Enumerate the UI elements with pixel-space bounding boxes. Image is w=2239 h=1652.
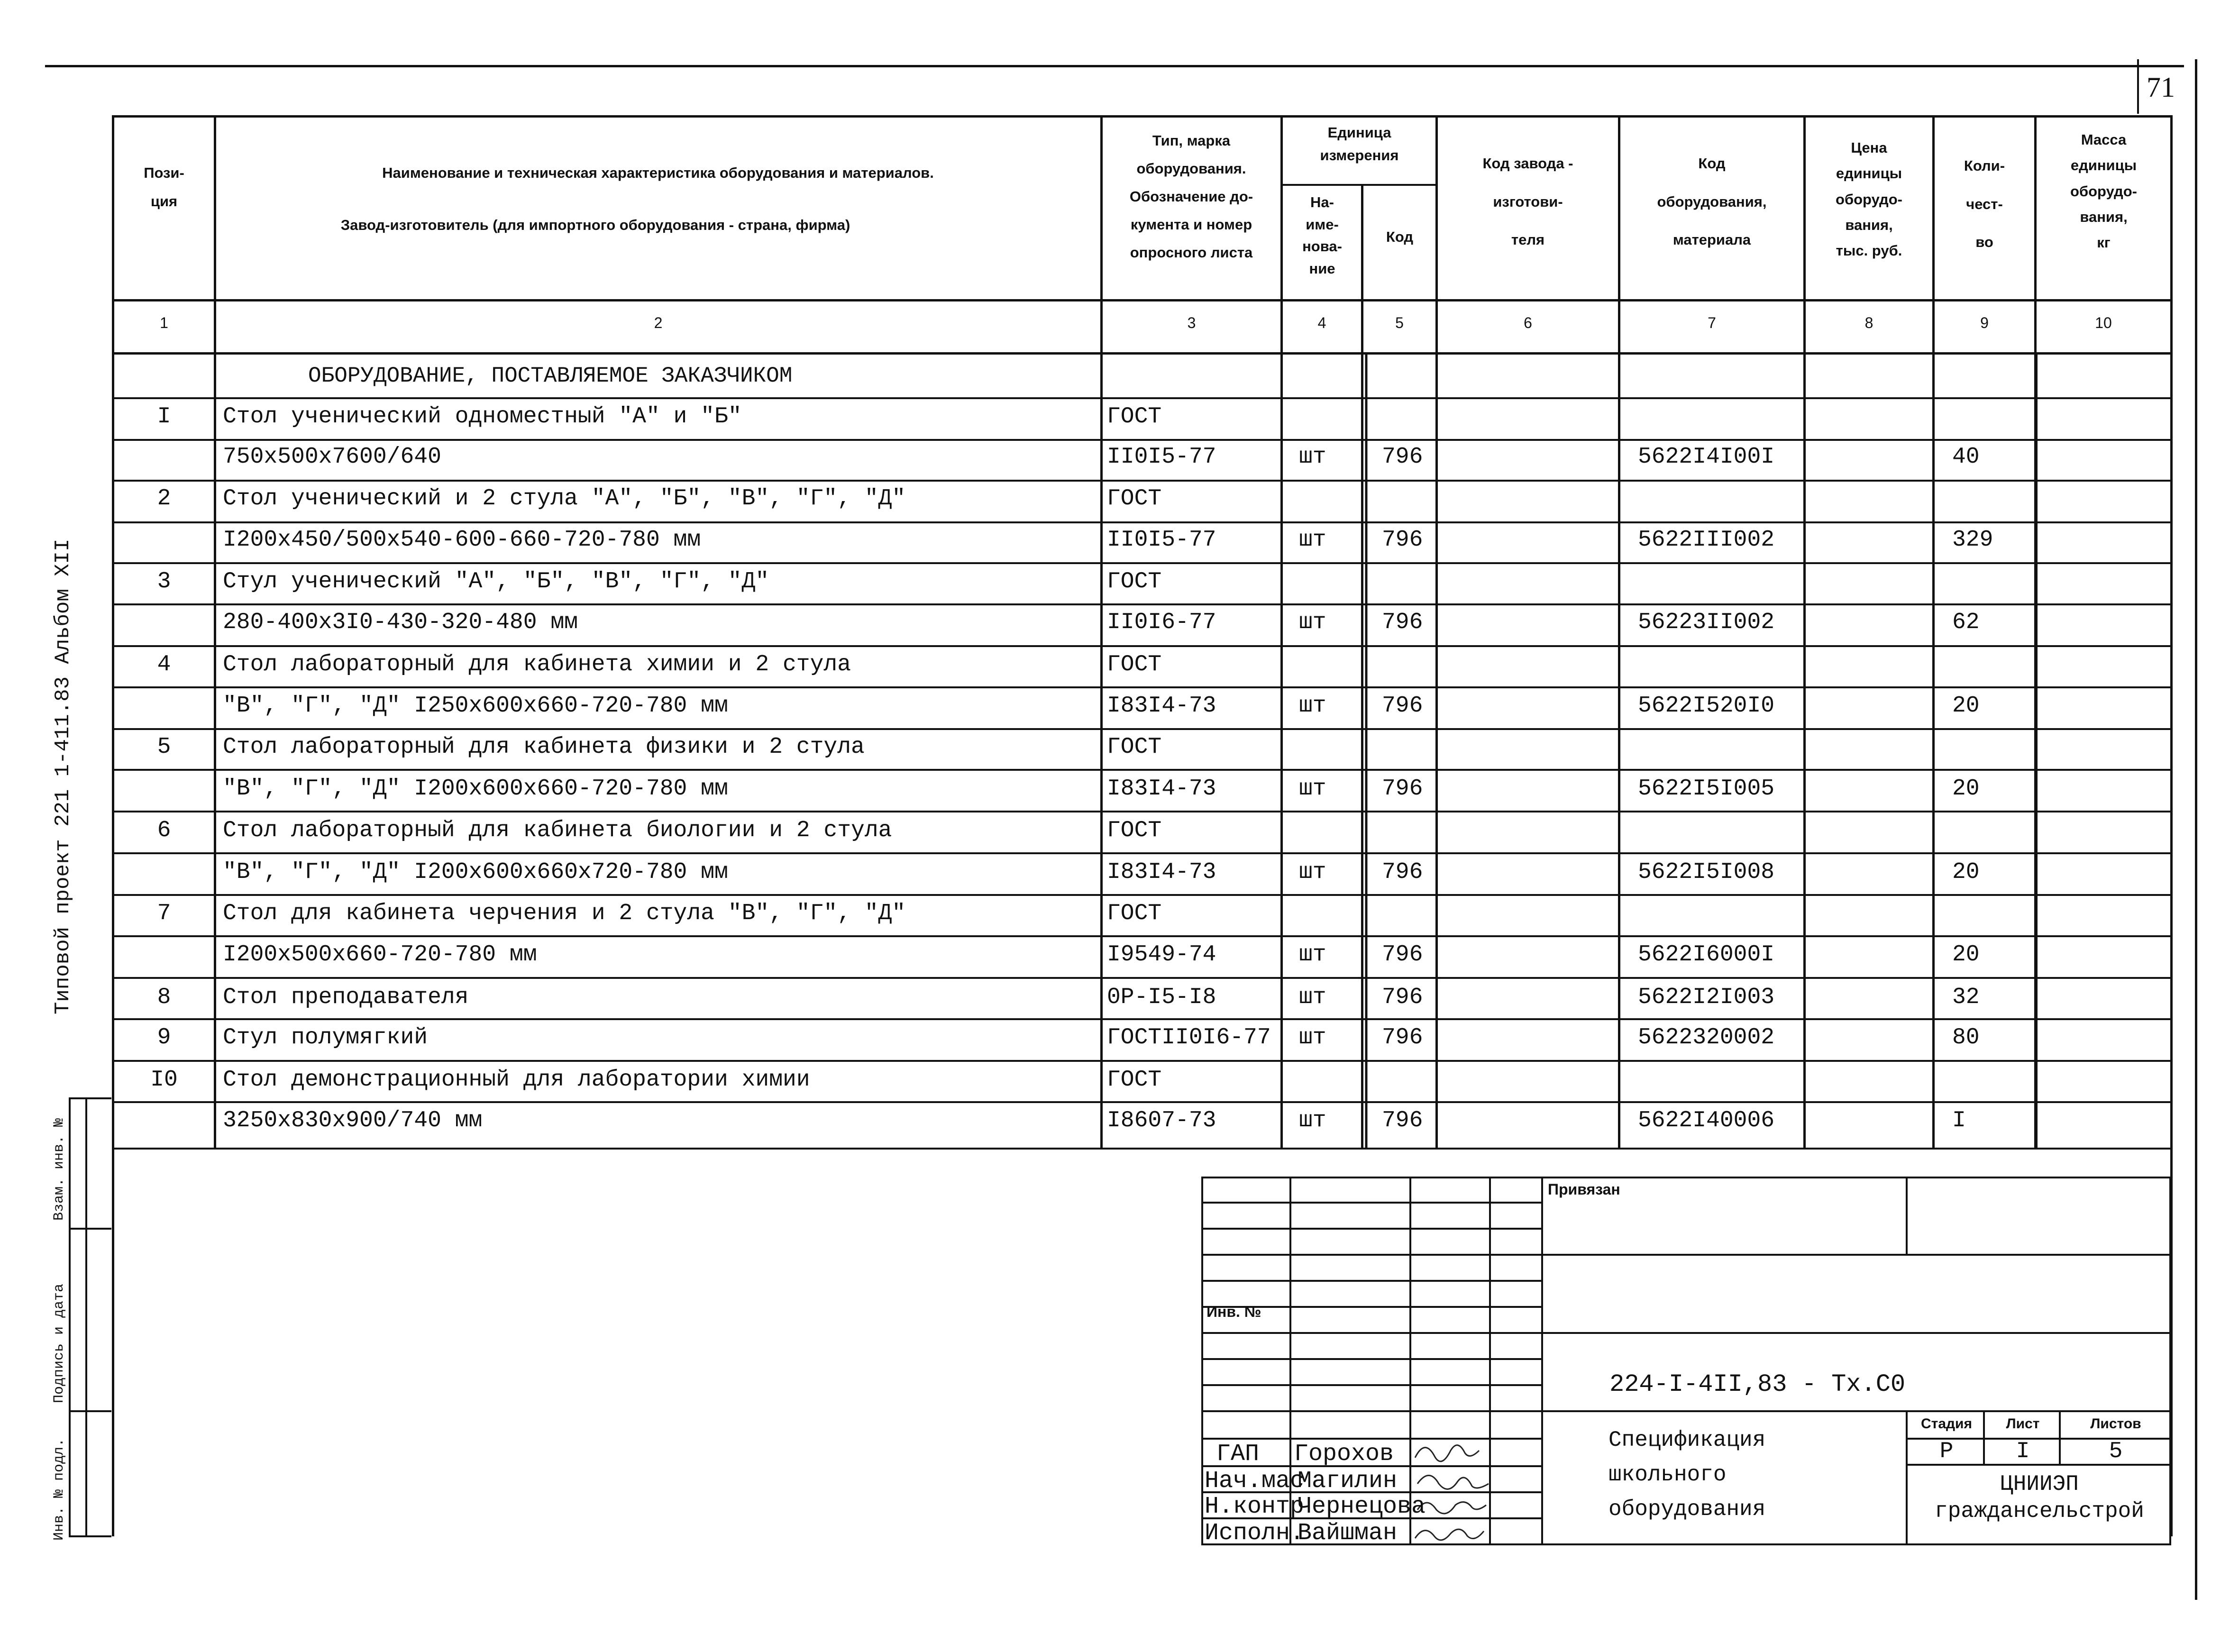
cell-quantity: 20: [1952, 693, 1980, 719]
cell-type: II0I6-77: [1107, 610, 1216, 635]
header-unit-code: Код: [1386, 228, 1414, 245]
cell-unit-code: 796: [1382, 859, 1423, 885]
sheet-label: Лист: [2006, 1416, 2040, 1432]
cell-unit: шт: [1299, 776, 1326, 802]
stage-value: Р: [1939, 1439, 1954, 1464]
sig-name-4: Вайшман: [1298, 1520, 1398, 1547]
album-label: Типовой проект 221 1-411.83 Альбом XII: [51, 538, 75, 1014]
title-line-3: оборудования: [1608, 1497, 1766, 1522]
cell-equipment-code: 5622III002: [1638, 527, 1775, 553]
header-type: Тип, марка оборудования. Обозначение до- кумента и номер опросного листа: [1129, 132, 1253, 261]
cell-type: I83I4-73: [1107, 776, 1216, 802]
cell-name: I200х500х660-720-780 мм: [223, 942, 537, 967]
cell-unit: шт: [1299, 859, 1326, 885]
cell-unit: шт: [1299, 942, 1326, 967]
header-price: Цена единицы оборудо- вания, тыс. руб.: [1836, 139, 1902, 259]
cell-name: Стол ученический одноместный "А" и "Б": [223, 404, 742, 429]
cell-quantity: 32: [1952, 985, 1980, 1010]
cell-type: II0I5-77: [1107, 527, 1216, 553]
cell-quantity: 329: [1952, 527, 1993, 553]
cell-unit-code: 796: [1382, 942, 1423, 967]
cell-type: I83I4-73: [1107, 859, 1216, 885]
cell-type: ГОСТ: [1107, 486, 1162, 511]
cell-unit: шт: [1299, 693, 1326, 719]
cell-position: 7: [157, 901, 171, 926]
sig-name-3: Чернецова: [1298, 1493, 1426, 1520]
cell-name: Стол преподавателя: [223, 985, 469, 1010]
cell-type: ГОСТ: [1107, 818, 1162, 843]
column-number-8: 8: [1864, 314, 1873, 331]
cell-type: I8607-73: [1107, 1108, 1216, 1133]
cell-unit-code: 796: [1382, 444, 1423, 470]
stamp-label-inv-podl: Инв. № подл.: [51, 1438, 67, 1541]
cell-equipment-code: 5622I6000I: [1638, 942, 1775, 967]
cell-unit: шт: [1299, 1108, 1326, 1133]
inv-no-label: Инв. №: [1206, 1303, 1261, 1320]
header-name-line2: Завод-изготовитель (для импортного оборудования - страна, фирма): [340, 217, 850, 233]
column-number-5: 5: [1395, 314, 1404, 331]
cell-name: Стол для кабинета черчения и 2 стула "В", "Г", "Д": [223, 901, 906, 926]
cell-type: ГОСТ: [1107, 652, 1162, 677]
sheet-value: I: [2016, 1439, 2030, 1464]
column-number-2: 2: [654, 314, 663, 331]
cell-position: 2: [157, 486, 171, 511]
cell-equipment-code: 5622I2I003: [1638, 985, 1775, 1010]
cell-unit-code: 796: [1382, 527, 1423, 553]
page-number: 71: [2147, 72, 2175, 103]
section-title: ОБОРУДОВАНИЕ, ПОСТАВЛЯЕМОЕ ЗАКАЗЧИКОМ: [308, 364, 793, 388]
sheets-value: 5: [2109, 1439, 2123, 1464]
cell-position: 3: [157, 569, 171, 594]
cell-name: "В", "Г", "Д" I200х600х660-720-780 мм: [223, 776, 728, 802]
header-quantity: Коли- чест- во: [1964, 157, 2005, 251]
stamp-label-vzam: Взам. инв. №: [51, 1118, 67, 1221]
cell-type: ГОСТ: [1107, 901, 1162, 926]
cell-position: 8: [157, 985, 171, 1010]
cell-type: ГОСТ: [1107, 734, 1162, 760]
cell-unit-code: 796: [1382, 1108, 1423, 1133]
cell-name: 3250х830х900/740 мм: [223, 1108, 483, 1133]
cell-unit-code: 796: [1382, 776, 1423, 802]
cell-type: ГОСТII0I6-77: [1107, 1025, 1271, 1050]
cell-quantity: 62: [1952, 610, 1980, 635]
sheets-label: Листов: [2090, 1416, 2141, 1432]
cell-equipment-code: 5622I4I00I: [1638, 444, 1775, 470]
cell-name: Стол ученический и 2 стула "А", "Б", "В", "Г", "Д": [223, 486, 906, 511]
cell-name: "В", "Г", "Д" I250х600х660-720-780 мм: [223, 693, 728, 719]
cell-equipment-code: 56223II002: [1638, 610, 1775, 635]
cell-type: I83I4-73: [1107, 693, 1216, 719]
cell-quantity: 20: [1952, 942, 1980, 967]
cell-equipment-code: 5622I40006: [1638, 1108, 1775, 1133]
cell-position: 5: [157, 734, 171, 760]
cell-name: Стол лабораторный для кабинета физики и 2 стула: [223, 734, 865, 760]
column-number-6: 6: [1524, 314, 1532, 331]
stage-label: Стадия: [1920, 1416, 1973, 1432]
sig-role-1: ГАП: [1216, 1441, 1260, 1468]
cell-name: 750х500х7600/640: [223, 444, 441, 470]
column-number-3: 3: [1187, 314, 1196, 331]
header-mass: Масса единицы оборудо- вания, кг: [2070, 131, 2137, 251]
cell-position: 4: [157, 652, 171, 677]
cell-name: 280-400х3I0-430-320-480 мм: [223, 610, 578, 635]
cell-type: ГОСТ: [1107, 404, 1162, 429]
column-number-10: 10: [2095, 314, 2112, 331]
header-position: Пози- ция: [144, 164, 184, 210]
header-unit-name: На- име- нова- ние: [1302, 194, 1342, 277]
cell-position: I0: [150, 1067, 178, 1093]
cell-name: Стол лабораторный для кабинета химии и 2 стула: [223, 652, 851, 677]
cell-name: "В", "Г", "Д" I200х600х660х720-780 мм: [223, 859, 728, 885]
org-line-1: ЦНИИЭП: [2000, 1472, 2079, 1497]
column-number-1: 1: [160, 314, 168, 331]
cell-unit-code: 796: [1382, 693, 1423, 719]
column-number-7: 7: [1708, 314, 1716, 331]
cell-equipment-code: 5622I520I0: [1638, 693, 1775, 719]
sig-role-4: Исполн.: [1205, 1520, 1305, 1547]
cell-quantity: I: [1952, 1108, 1966, 1133]
cell-name: Стул полумягкий: [223, 1025, 428, 1050]
cell-name: Стул ученический "А", "Б", "В", "Г", "Д": [223, 569, 769, 594]
header-equipment-code: Код оборудования, материала: [1657, 155, 1767, 248]
cell-quantity: 20: [1952, 776, 1980, 802]
header-name-line1: Наименование и техническая характеристика оборудования и материалов.: [382, 164, 934, 181]
org-line-2: граждансельстрой: [1935, 1499, 2144, 1524]
cell-quantity: 20: [1952, 859, 1980, 885]
cell-quantity: 80: [1952, 1025, 1980, 1050]
cell-unit-code: 796: [1382, 1025, 1423, 1050]
cell-unit-code: 796: [1382, 610, 1423, 635]
cell-type: II0I5-77: [1107, 444, 1216, 470]
sig-name-1: Горохов: [1294, 1441, 1394, 1468]
document-code: 224-I-4II,83 - Тх.С0: [1609, 1370, 1906, 1398]
cell-unit: шт: [1299, 444, 1326, 470]
column-number-4: 4: [1317, 314, 1326, 331]
cell-position: 6: [157, 818, 171, 843]
cell-position: I: [157, 404, 171, 429]
cell-name: Стол лабораторный для кабинета биологии и 2 стула: [223, 818, 892, 843]
cell-equipment-code: 5622I5I005: [1638, 776, 1775, 802]
title-line-1: Спецификация: [1608, 1428, 1766, 1452]
cell-equipment-code: 5622I5I008: [1638, 859, 1775, 885]
header-unit-group: Единица измерения: [1320, 124, 1399, 164]
cell-position: 9: [157, 1025, 171, 1050]
cell-quantity: 40: [1952, 444, 1980, 470]
sig-role-2: Нач.мас: [1205, 1468, 1305, 1495]
title-line-2: школьного: [1608, 1462, 1727, 1487]
cell-name: I200х450/500х540-600-660-720-780 мм: [223, 527, 701, 553]
cell-type: I9549-74: [1107, 942, 1216, 967]
cell-type: ГОСТ: [1107, 569, 1162, 594]
sig-role-3: Н.контр: [1205, 1493, 1305, 1520]
cell-unit: шт: [1299, 1025, 1326, 1050]
cell-unit: шт: [1299, 610, 1326, 635]
cell-unit: шт: [1299, 527, 1326, 553]
header-plant-code: Код завода - изготови- теля: [1482, 155, 1573, 248]
cell-unit-code: 796: [1382, 985, 1423, 1010]
column-number-9: 9: [1980, 314, 1989, 331]
cell-equipment-code: 5622320002: [1638, 1025, 1775, 1050]
cell-name: Стол демонстрационный для лаборатории химии: [223, 1067, 810, 1093]
cell-type: 0Р-I5-I8: [1107, 985, 1216, 1010]
privyazan-label: Привязан: [1548, 1181, 1620, 1198]
stamp-label-sign-date: Подпись и дата: [51, 1283, 67, 1403]
cell-unit: шт: [1299, 985, 1326, 1010]
cell-type: ГОСТ: [1107, 1067, 1162, 1093]
sig-name-2: Магилин: [1298, 1468, 1398, 1495]
